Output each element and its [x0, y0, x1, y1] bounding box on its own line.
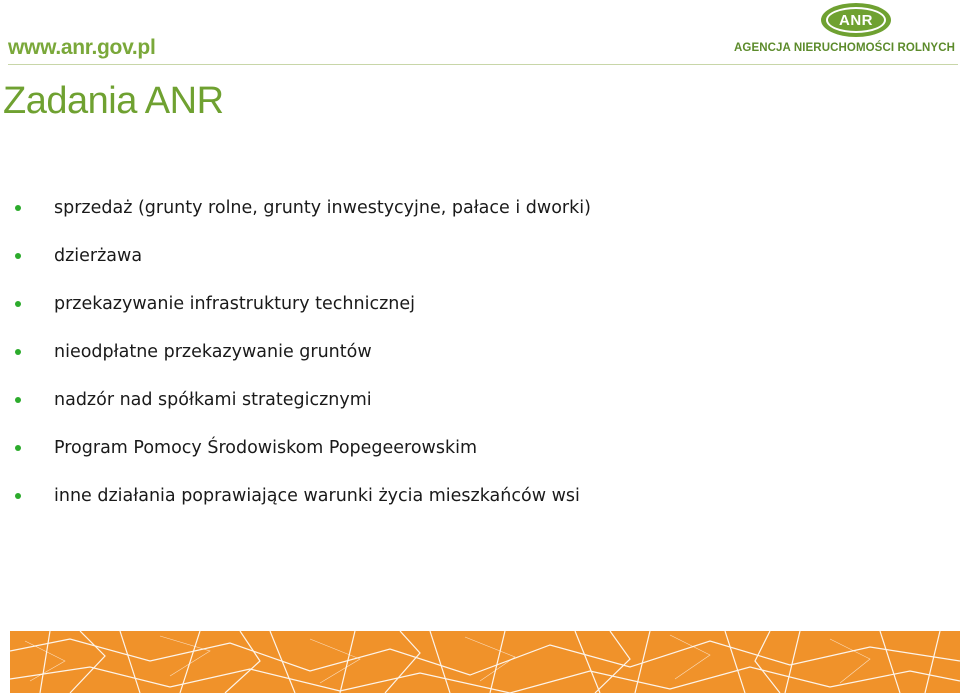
task-text: inne działania poprawiające warunki życia mieszkańców wsi — [54, 486, 580, 506]
anr-logo — [821, 3, 891, 37]
task-text: sprzedaż (grunty rolne, grunty inwestycyjne, pałace i dworki) — [54, 198, 591, 218]
bullet-icon — [15, 301, 21, 307]
task-text: nieodpłatne przekazywanie gruntów — [54, 342, 372, 362]
slide-header — [0, 0, 960, 70]
map-pattern-graphic — [10, 631, 960, 693]
header-divider — [8, 64, 958, 65]
task-text: dzierżawa — [54, 246, 143, 266]
bullet-icon — [15, 493, 21, 499]
footer-map-band — [10, 631, 960, 693]
anr-logo-ring — [826, 7, 886, 33]
site-url: www.anr.gov.pl — [8, 36, 156, 59]
bullet-icon — [15, 253, 21, 259]
task-text: nadzór nad spółkami strategicznymi — [54, 390, 372, 410]
bullet-icon — [15, 445, 21, 451]
bullet-icon — [15, 205, 21, 211]
anr-logo-text: ANR — [839, 11, 873, 29]
task-text: Program Pomocy Środowiskom Popegeerowskim — [54, 438, 478, 458]
bullet-icon — [15, 349, 21, 355]
slide-title: Zadania ANR — [3, 80, 224, 122]
task-text: przekazywanie infrastruktury technicznej — [54, 294, 415, 314]
bullet-icon — [15, 397, 21, 403]
agency-name: AGENCJA NIERUCHOMOŚCI ROLNYCH — [734, 42, 955, 54]
